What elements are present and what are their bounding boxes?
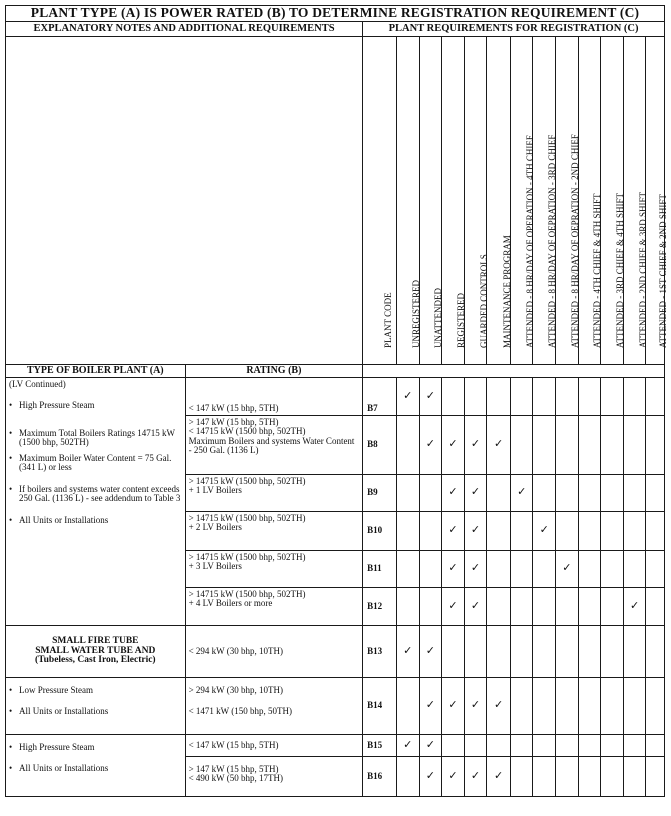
- check-cell: [556, 378, 579, 416]
- check-cell: [533, 551, 556, 588]
- check-cell: [578, 678, 601, 735]
- check-cell: [533, 416, 556, 475]
- check-cell: [419, 626, 442, 678]
- check-cell: [464, 735, 487, 757]
- check-mark-icon: ✓: [629, 599, 640, 612]
- check-mark-icon: ✓: [448, 524, 458, 537]
- rating-cell: [185, 416, 363, 475]
- check-cell: [464, 678, 487, 735]
- check-cell: [533, 757, 556, 797]
- small-group-line-1: SMALL FIRE TUBE: [52, 635, 139, 646]
- check-cell: [397, 475, 420, 512]
- check-cell: [578, 416, 601, 475]
- check-cell: [419, 678, 442, 735]
- type-of-boiler-plant-header: TYPE OF BOILER PLANT (A): [6, 365, 186, 378]
- check-cell: [623, 588, 646, 626]
- lv-all-units-note: • All Units or Installations: [9, 516, 182, 525]
- rating-line: Maximum Boilers and systems Water Content - 250 Gal. (1136 L): [188, 435, 355, 456]
- check-cell: [510, 475, 533, 512]
- check-cell: [442, 757, 465, 797]
- col-header-attended-8hr-2nd: [556, 37, 579, 365]
- check-cell: [601, 626, 624, 678]
- check-cell: [510, 757, 533, 797]
- col-header-label: ATTENDED - 4TH CHIEF & 4TH SHIFT: [592, 193, 603, 348]
- table-row: [6, 735, 665, 757]
- rating-line: < 147 kW (15 bhp, 5TH): [188, 739, 279, 750]
- check-cell: [442, 475, 465, 512]
- check-mark-icon: ✓: [448, 699, 458, 712]
- check-cell: [578, 626, 601, 678]
- check-cell: [487, 588, 511, 626]
- col-header-plant-code: [363, 37, 397, 365]
- check-cell: [623, 678, 646, 735]
- registration-table: [5, 5, 669, 797]
- check-cell: [397, 626, 420, 678]
- check-mark-icon: ✓: [539, 524, 549, 537]
- check-cell: [510, 588, 533, 626]
- check-cell: [556, 735, 579, 757]
- col-header-attended-3rd-4th: [601, 37, 624, 365]
- check-cell: [442, 678, 465, 735]
- table-row: [6, 678, 665, 735]
- high-all-units-note: • All Units or Installations: [9, 764, 182, 773]
- check-cell: [397, 735, 420, 757]
- col-header-attended-1st-2nd: [646, 37, 669, 365]
- check-cell: [556, 475, 579, 512]
- rating-line: + 3 LV Boilers: [188, 561, 242, 572]
- rating-cell: [185, 551, 363, 588]
- check-cell: [464, 626, 487, 678]
- check-cell: [646, 678, 665, 735]
- col-header-label: UNATTENDED: [433, 287, 444, 348]
- check-cell: [464, 551, 487, 588]
- col-header-unattended: [419, 37, 442, 365]
- check-cell: [487, 416, 511, 475]
- col-header-unregistered: [397, 37, 420, 365]
- col-header-attended-8hr-4th: [510, 37, 533, 365]
- check-cell: [578, 512, 601, 551]
- check-cell: [578, 735, 601, 757]
- check-mark-icon: ✓: [517, 486, 527, 499]
- col-header-attended-4th-4th: [578, 37, 601, 365]
- check-cell: [487, 551, 511, 588]
- check-cell: [419, 512, 442, 551]
- check-cell: [623, 551, 646, 588]
- rating-line: > 294 kW (30 bhp, 10TH): [188, 685, 283, 695]
- check-cell: [646, 378, 665, 416]
- check-cell: [556, 757, 579, 797]
- check-mark-icon: ✓: [425, 438, 435, 451]
- check-cell: [419, 475, 442, 512]
- rating-line: < 1471 kW (150 bhp, 50TH): [188, 706, 292, 717]
- check-cell: [442, 551, 465, 588]
- check-cell: [556, 416, 579, 475]
- check-cell: [556, 626, 579, 678]
- check-cell: [487, 757, 511, 797]
- col-header-label: ATTENDED - 2ND CHIEF & 3RD SHIFT: [637, 191, 648, 348]
- col-header-attended-2nd-3rd: [623, 37, 646, 365]
- check-cell: [419, 757, 442, 797]
- plant-code-cell: B10: [363, 512, 397, 551]
- check-cell: [487, 626, 511, 678]
- low-pressure-group: [6, 678, 186, 735]
- check-cell: [623, 378, 646, 416]
- check-cell: [442, 512, 465, 551]
- check-cell: [646, 416, 665, 475]
- check-mark-icon: ✓: [403, 644, 413, 657]
- rating-line: < 147 kW (15 bhp, 5TH): [188, 402, 279, 413]
- plant-code-cell: B12: [363, 588, 397, 626]
- check-cell: [646, 735, 665, 757]
- check-mark-icon: ✓: [425, 769, 435, 782]
- check-cell: [601, 588, 624, 626]
- rating-cell: [185, 757, 363, 797]
- check-cell: [556, 512, 579, 551]
- check-cell: [419, 588, 442, 626]
- lv-max-total-note: • Maximum Total Boilers Ratings 14715 kW (1500 bhp, 502TH): [9, 429, 182, 448]
- plant-code-cell: B9: [363, 475, 397, 512]
- lv-if-exceeds-note: • If boilers and systems water content exceeds 250 Gal. (1136 L) - see addendum to Table 3: [9, 485, 182, 504]
- check-mark-icon: ✓: [448, 562, 458, 575]
- col-header-maintenance-program: [487, 37, 511, 365]
- check-cell: [533, 626, 556, 678]
- check-cell: [487, 512, 511, 551]
- check-cell: [533, 735, 556, 757]
- col-header-attended-8hr-3rd: [533, 37, 556, 365]
- check-cell: [419, 416, 442, 475]
- check-cell: [601, 678, 624, 735]
- rating-line: < 294 kW (30 bhp, 10TH): [188, 645, 283, 656]
- lv-group-notes: [6, 378, 186, 626]
- check-cell: [601, 475, 624, 512]
- check-cell: [464, 757, 487, 797]
- check-mark-icon: ✓: [470, 562, 481, 575]
- check-cell: [601, 378, 624, 416]
- check-mark-icon: ✓: [403, 389, 413, 402]
- check-cell: [623, 757, 646, 797]
- rating-line: < 14715 kW (1500 bhp, 502TH): [188, 426, 306, 437]
- check-mark-icon: ✓: [562, 562, 572, 575]
- rating-cell: [185, 378, 363, 416]
- rating-line: > 14715 kW (1500 bhp, 502TH): [188, 589, 306, 599]
- rating-line: > 147 kW (15 bhp, 5TH): [188, 417, 279, 427]
- check-mark-icon: ✓: [494, 438, 504, 451]
- small-group-line-3: (Tubeless, Cast Iron, Electric): [35, 655, 156, 666]
- check-cell: [623, 735, 646, 757]
- check-cell: [556, 678, 579, 735]
- plant-code-cell: B15: [363, 735, 397, 757]
- check-mark-icon: ✓: [448, 438, 458, 451]
- check-mark-icon: ✓: [470, 699, 481, 712]
- check-cell: [601, 757, 624, 797]
- table-row: [6, 378, 665, 416]
- table-title: PLANT TYPE (A) IS POWER RATED (B) TO DETERMINE REGISTRATION REQUIREMENT (C): [6, 6, 665, 22]
- check-mark-icon: ✓: [448, 769, 458, 782]
- check-cell: [601, 551, 624, 588]
- check-mark-icon: ✓: [425, 699, 435, 712]
- check-cell: [646, 588, 665, 626]
- check-cell: [646, 626, 665, 678]
- check-cell: [510, 416, 533, 475]
- check-cell: [533, 378, 556, 416]
- check-mark-icon: ✓: [403, 738, 413, 751]
- check-mark-icon: ✓: [470, 438, 481, 451]
- check-mark-icon: ✓: [425, 644, 435, 657]
- check-cell: [397, 551, 420, 588]
- low-all-units-note: • All Units or Installations: [9, 707, 182, 716]
- col-header-label: ATTENDED - 1ST CHIEF & 2ND SHIFT: [658, 193, 669, 348]
- check-cell: [487, 378, 511, 416]
- rating-line: < 490 kW (50 bhp, 17TH): [188, 773, 283, 784]
- col-header-label: MAINTENANCE PROGRAM: [501, 234, 512, 348]
- check-cell: [464, 588, 487, 626]
- check-cell: [397, 588, 420, 626]
- notes-blank-area: [6, 37, 363, 365]
- check-cell: [646, 757, 665, 797]
- rating-cell: [185, 512, 363, 551]
- check-cell: [533, 588, 556, 626]
- check-mark-icon: ✓: [470, 599, 481, 612]
- check-cell: [510, 626, 533, 678]
- rating-cell: [185, 475, 363, 512]
- plant-code-cell: B8: [363, 416, 397, 475]
- check-cell: [510, 512, 533, 551]
- check-cell: [397, 512, 420, 551]
- check-cell: [623, 416, 646, 475]
- check-cell: [646, 512, 665, 551]
- rating-cell: [185, 626, 363, 678]
- check-cell: [601, 512, 624, 551]
- check-cell: [487, 678, 511, 735]
- high-pressure-group: [6, 735, 186, 797]
- rating-line: + 4 LV Boilers or more: [188, 598, 273, 609]
- check-cell: [533, 475, 556, 512]
- rating-line: > 14715 kW (1500 bhp, 502TH): [188, 476, 306, 486]
- check-mark-icon: ✓: [425, 738, 435, 751]
- check-cell: [464, 512, 487, 551]
- col-header-registered: [442, 37, 465, 365]
- rating-line: + 2 LV Boilers: [188, 522, 242, 533]
- check-cell: [556, 588, 579, 626]
- plant-requirements-header: PLANT REQUIREMENTS FOR REGISTRATION (C): [363, 22, 665, 37]
- explanatory-notes-header: EXPLANATORY NOTES AND ADDITIONAL REQUIREMENTS: [6, 22, 363, 37]
- small-fire-tube-group: [6, 626, 186, 678]
- check-cell: [601, 735, 624, 757]
- low-pressure-steam-note: • Low Pressure Steam: [9, 686, 182, 695]
- plant-code-cell: B13: [363, 626, 397, 678]
- table-row: [6, 626, 665, 678]
- check-cell: [623, 512, 646, 551]
- rating-line: > 14715 kW (1500 bhp, 502TH): [188, 513, 306, 523]
- check-cell: [533, 512, 556, 551]
- plant-code-cell: B7: [363, 378, 397, 416]
- check-cell: [623, 626, 646, 678]
- col-header-label: ATTENDED - 8 HR/DAY OF OEPRATION - 3RD CHIEF: [547, 134, 558, 348]
- rating-line: > 14715 kW (1500 bhp, 502TH): [188, 552, 306, 562]
- check-cell: [510, 378, 533, 416]
- check-mark-icon: ✓: [494, 769, 504, 782]
- check-cell: [464, 416, 487, 475]
- check-cell: [397, 678, 420, 735]
- rating-cell: [185, 588, 363, 626]
- plant-code-cell: B14: [363, 678, 397, 735]
- small-group-line-2: SMALL WATER TUBE AND: [35, 645, 156, 656]
- check-cell: [397, 378, 420, 416]
- check-cell: [623, 475, 646, 512]
- check-cell: [510, 678, 533, 735]
- check-cell: [487, 735, 511, 757]
- col-header-label: ATTENDED - 3RD CHIEF & 4TH SHIFT: [615, 192, 625, 348]
- col-header-label: ATTENDED - 8 HR/DAY OF OPERATION - 4TH CHIEF: [524, 134, 535, 348]
- lv-hp-steam-note: • High Pressure Steam: [9, 401, 182, 410]
- col-header-label: REGISTERED: [455, 292, 466, 348]
- rating-header: RATING (B): [185, 365, 363, 378]
- check-cell: [464, 475, 487, 512]
- check-cell: [578, 757, 601, 797]
- col-header-label: PLANT CODE: [382, 291, 393, 348]
- check-cell: [487, 475, 511, 512]
- check-cell: [397, 757, 420, 797]
- check-cell: [442, 378, 465, 416]
- col-header-guarded-controls: [464, 37, 487, 365]
- check-cell: [646, 551, 665, 588]
- lv-continued-label: (LV Continued): [9, 379, 66, 389]
- rating-cell: [185, 735, 363, 757]
- plant-code-cell: B16: [363, 757, 397, 797]
- check-cell: [533, 678, 556, 735]
- check-cell: [578, 378, 601, 416]
- check-cell: [578, 475, 601, 512]
- check-cell: [578, 551, 601, 588]
- rating-cell: [185, 678, 363, 735]
- check-cell: [601, 416, 624, 475]
- check-cell: [646, 475, 665, 512]
- col-header-label: GUARDED CONTROLS: [478, 253, 489, 348]
- check-cell: [510, 551, 533, 588]
- check-cell: [397, 416, 420, 475]
- registration-table-document: [5, 5, 669, 800]
- check-cell: [442, 588, 465, 626]
- plant-code-cell: B11: [363, 551, 397, 588]
- check-mark-icon: ✓: [470, 486, 481, 499]
- check-mark-icon: ✓: [494, 699, 504, 712]
- check-mark-icon: ✓: [425, 389, 435, 402]
- check-cell: [578, 588, 601, 626]
- check-cell: [419, 378, 442, 416]
- header-spacer: [363, 365, 665, 378]
- check-cell: [419, 551, 442, 588]
- check-mark-icon: ✓: [470, 769, 481, 782]
- check-cell: [510, 735, 533, 757]
- rating-line: > 147 kW (15 bhp, 5TH): [188, 764, 279, 774]
- check-cell: [442, 416, 465, 475]
- check-cell: [442, 626, 465, 678]
- check-cell: [556, 551, 579, 588]
- check-mark-icon: ✓: [448, 486, 458, 499]
- lv-max-water-note: • Maximum Boiler Water Content = 75 Gal. (341 L) or less: [9, 454, 182, 473]
- rating-line: + 1 LV Boilers: [188, 485, 242, 496]
- check-mark-icon: ✓: [470, 524, 481, 537]
- col-header-label: ATTENDED - 8 HR/DAY OF OEPRATION - 2ND CHIEF: [569, 133, 580, 348]
- col-header-label: UNREGISTERED: [410, 279, 421, 348]
- high-pressure-steam-note: • High Pressure Steam: [9, 743, 182, 752]
- check-cell: [442, 735, 465, 757]
- check-mark-icon: ✓: [448, 599, 458, 612]
- check-cell: [419, 735, 442, 757]
- check-cell: [464, 378, 487, 416]
